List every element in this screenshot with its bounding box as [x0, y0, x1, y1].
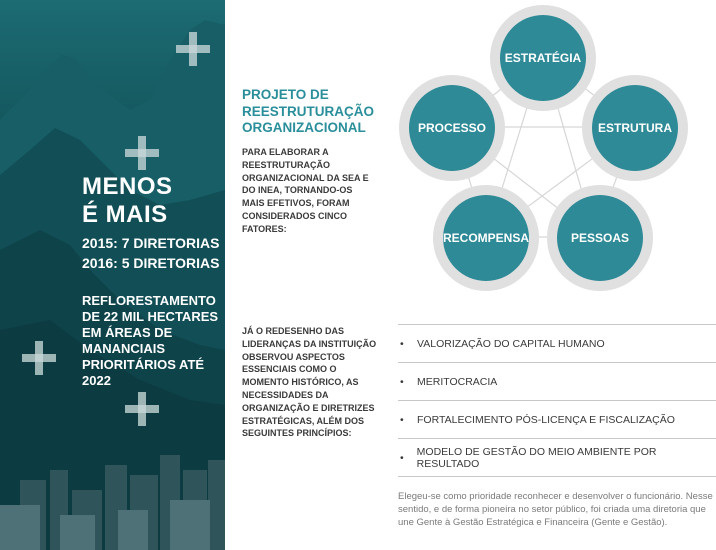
hero-panel — [0, 0, 225, 550]
leadership-redesign-text: JÁ O REDESENHO DAS LIDERANÇAS DA INSTITUIÇÃO OBSERVOU ASPECTOS ESSENCIAIS COMO O MOMENTO HISTÓRICO, AS NECESSIDADES DA ORGANIZAÇÃO E DIRETRIZES ESTRATÉGICAS, ALÉM DOS SEGUINTES PRINCÍPIOS: — [242, 326, 377, 439]
factor-process — [399, 75, 505, 181]
factor-people — [547, 185, 653, 291]
bullet-icon: • — [400, 413, 404, 426]
directorates-2015: 2015: 7 DIRETORIAS — [82, 235, 220, 251]
list-item — [398, 401, 716, 438]
project-description: PARA ELABORAR A REESTRUTURAÇÃO ORGANIZACIONAL DA SEA E DO INEA, TORNANDO-OS MAIS EFETIVOS, FORAM CONSIDERADOS CINCO FATORES: — [242, 147, 369, 234]
factor-strategy — [490, 5, 596, 111]
hero-title-line-2: É MAIS — [82, 201, 168, 228]
list-item — [398, 363, 716, 400]
directorates-2016: 2016: 5 DIRETORIAS — [82, 255, 220, 271]
principle-label: VALORIZAÇÃO DO CAPITAL HUMANO — [417, 337, 605, 350]
divider — [398, 476, 716, 477]
plus-icon — [176, 32, 210, 66]
closing-paragraph: Elegeu-se como prioridade reconhecer e desenvolver o funcionário. Nesse sentido, e de forma pioneira no setor público, foi criada uma diretoria que une Gente à Gestão Estratégica e Financeira (Gente e Gestão). — [398, 491, 713, 528]
plus-icon — [125, 392, 159, 426]
list-item — [398, 325, 716, 362]
hero-title-line-1: MENOS — [82, 173, 173, 200]
principle-label: FORTALECIMENTO PÓS-LICENÇA E FISCALIZAÇÃO — [417, 413, 675, 426]
factor-reward-label: RECOMPENSA — [443, 195, 529, 281]
factor-people-label: PESSOAS — [557, 195, 643, 281]
bullet-icon: • — [400, 375, 404, 388]
principle-label: MODELO DE GESTÃO DO MEIO AMBIENTE POR RESULTADO — [416, 445, 657, 470]
five-factors-diagram — [395, 2, 716, 302]
factor-strategy-label: ESTRATÉGIA — [500, 15, 586, 101]
factor-process-label: PROCESSO — [409, 85, 495, 171]
list-item — [398, 439, 716, 476]
project-title: PROJETO DE REESTRUTURAÇÃO ORGANIZACIONAL — [242, 87, 375, 135]
factor-structure — [582, 75, 688, 181]
reforestation-goal: REFLORESTAMENTO DE 22 MIL HECTARES EM ÁREAS DE MANANCIAIS PRIORITÁRIOS ATÉ 2022 — [82, 293, 219, 388]
plus-icon — [22, 341, 56, 375]
hero-title — [82, 173, 173, 229]
bullet-icon: • — [400, 337, 404, 350]
factor-reward — [433, 185, 539, 291]
principles-list — [398, 324, 716, 477]
factor-structure-label: ESTRUTURA — [592, 85, 678, 171]
plus-icon — [125, 136, 159, 170]
principle-label: MERITOCRACIA — [417, 375, 498, 388]
bullet-icon: • — [400, 451, 404, 464]
mountain-city-photo — [0, 0, 225, 550]
